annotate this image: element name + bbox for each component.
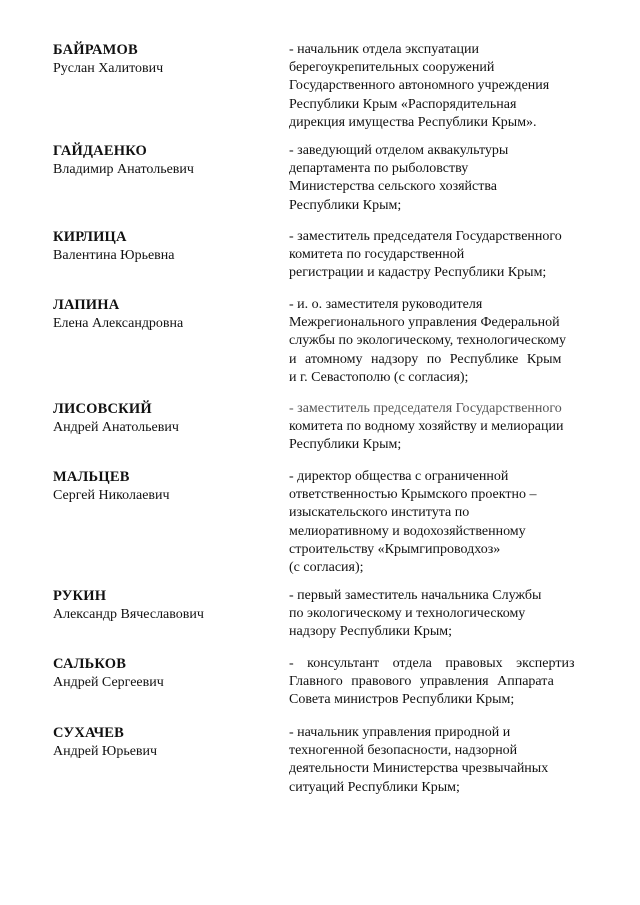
position-line: - первый заместитель начальника Службы bbox=[289, 588, 542, 603]
member-position bbox=[289, 142, 599, 215]
member-surname: МАЛЬЦЕВ bbox=[53, 469, 130, 485]
member-name bbox=[53, 400, 273, 437]
member-position bbox=[289, 655, 599, 710]
position-line: Республики Крым; bbox=[289, 197, 402, 213]
member-name bbox=[53, 142, 273, 179]
position-line: дирекция имущества Республики Крым». bbox=[289, 114, 537, 130]
member-position bbox=[289, 296, 599, 387]
position-line: - начальник отдела экспуатации bbox=[289, 42, 479, 57]
member-surname: БАЙРАМОВ bbox=[53, 42, 138, 58]
member-surname: РУКИН bbox=[53, 588, 107, 604]
position-line: техногенной безопасности, надзорной bbox=[289, 743, 518, 759]
member-given-name: Александр Вячеславович bbox=[53, 607, 204, 622]
member-position bbox=[289, 400, 599, 455]
position-line: комитета по государственной bbox=[289, 247, 465, 263]
position-line: Республики Крым «Распорядительная bbox=[289, 96, 517, 112]
member-given-name: Валентина Юрьевна bbox=[53, 248, 175, 263]
position-line: службы по экологическому, технологическому bbox=[289, 333, 566, 349]
position-line: комитета по водному хозяйству и мелиорации bbox=[289, 419, 564, 435]
position-line: - директор общества с ограниченной bbox=[289, 469, 509, 484]
member-name bbox=[53, 724, 273, 761]
position-line-text: Межрегионального управления Федеральной bbox=[289, 315, 560, 331]
member-name bbox=[53, 296, 273, 333]
position-line: регистрации и кадастру Республики Крым; bbox=[289, 265, 547, 281]
position-line: и атомному надзору по Республике Крым bbox=[289, 351, 562, 367]
position-line: - заместитель председателя Государственного bbox=[289, 401, 562, 416]
member-surname: САЛЬКОВ bbox=[53, 656, 127, 672]
position-line: берегоукрепительных сооружений bbox=[289, 60, 495, 76]
member-given-name: Елена Александровна bbox=[53, 316, 184, 331]
member-position bbox=[289, 468, 599, 577]
position-line: - заместитель председателя Государственного bbox=[289, 229, 562, 244]
position-line: - начальник управления природной и bbox=[289, 725, 511, 740]
position-line: - и. о. заместителя руководителя bbox=[289, 297, 483, 312]
member-given-name: Андрей Анатольевич bbox=[53, 420, 179, 435]
position-line: Совета министров Республики Крым; bbox=[289, 692, 515, 708]
position-line: ответственностью Крымского проектно – bbox=[289, 487, 537, 503]
member-surname: ЛАПИНА bbox=[53, 297, 120, 313]
position-line: Государственного автономного учреждения bbox=[289, 78, 550, 94]
member-given-name: Андрей Юрьевич bbox=[53, 744, 158, 759]
member-name bbox=[53, 655, 273, 692]
position-line: - консультант отдела правовых экспертиз bbox=[289, 656, 575, 671]
position-line: деятельности Министерства чрезвычайных bbox=[289, 761, 549, 777]
member-given-name: Владимир Анатольевич bbox=[53, 162, 194, 177]
position-line: надзору Республики Крым; bbox=[289, 624, 452, 640]
position-line: строительству «Крымгипроводхоз» bbox=[289, 541, 501, 557]
member-given-name: Андрей Сергеевич bbox=[53, 675, 164, 690]
member-surname: КИРЛИЦА bbox=[53, 229, 127, 245]
member-given-name: Сергей Николаевич bbox=[53, 488, 170, 503]
member-surname: СУХАЧЕВ bbox=[53, 725, 125, 741]
position-line: - заведующий отделом аквакультуры bbox=[289, 143, 509, 158]
position-line: изыскательского института по bbox=[289, 505, 470, 521]
position-line: мелиоративному и водохозяйственному bbox=[289, 523, 526, 539]
position-line: Республики Крым; bbox=[289, 437, 402, 453]
position-line bbox=[289, 314, 599, 332]
member-name bbox=[53, 228, 273, 265]
member-position bbox=[289, 41, 599, 132]
member-surname: ЛИСОВСКИЙ bbox=[53, 401, 152, 417]
member-name bbox=[53, 587, 273, 624]
position-line: (с согласия); bbox=[289, 560, 364, 576]
position-line: ситуаций Республики Крым; bbox=[289, 779, 460, 795]
position-line: Министерства сельского хозяйства bbox=[289, 179, 498, 195]
member-position bbox=[289, 587, 599, 642]
position-line: и г. Севастополю (с согласия); bbox=[289, 369, 469, 385]
position-line: Главного правового управления Аппарата bbox=[289, 674, 554, 690]
position-line: департамента по рыболовству bbox=[289, 161, 469, 177]
member-given-name: Руслан Халитович bbox=[53, 61, 164, 76]
member-name bbox=[53, 468, 273, 505]
member-position bbox=[289, 228, 599, 283]
position-line: по экологическому и технологическому bbox=[289, 606, 526, 622]
member-surname: ГАЙДАЕНКО bbox=[53, 143, 148, 159]
member-name bbox=[53, 41, 273, 78]
member-position bbox=[289, 724, 599, 797]
